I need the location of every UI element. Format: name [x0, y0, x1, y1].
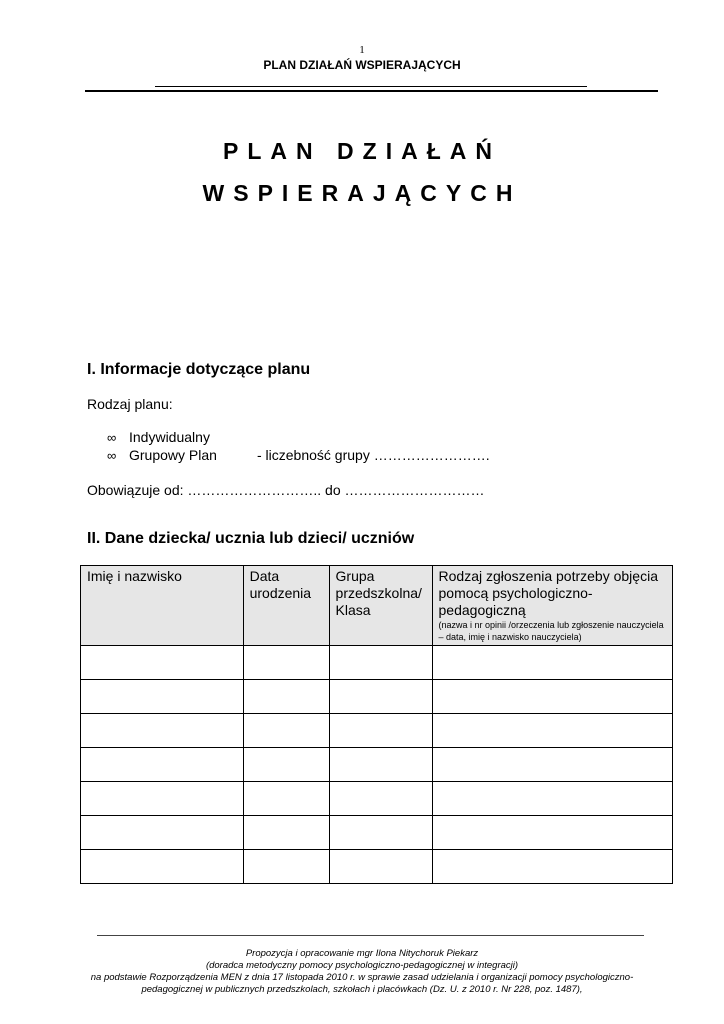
table-cell[interactable] — [432, 646, 672, 680]
table-cell[interactable] — [432, 748, 672, 782]
section2-heading: II. Dane dziecka/ ucznia lub dzieci/ uczniów — [87, 530, 415, 547]
table-cell[interactable] — [243, 714, 329, 748]
table-row — [81, 646, 673, 680]
footer-line2: (doradca metodyczny pomocy psychologiczno-pedagogicznej w integracji) — [205, 960, 519, 971]
option-individual — [107, 429, 210, 445]
table-cell[interactable] — [329, 850, 432, 884]
footer-line1: Propozycja i opracowanie mgr Ilona Nitychoruk Piekarz — [245, 948, 479, 959]
validity-line: Obowiązuje od: ……………………….. do ………………………… — [87, 482, 485, 498]
table-cell[interactable] — [81, 748, 244, 782]
table-cell[interactable] — [329, 714, 432, 748]
col-header-referral-note: (nazwa i nr opinii /orzeczenia lub zgłoszenie nauczyciela – data, imię i nazwisko nauczyciela) — [438, 620, 664, 642]
table-cell[interactable] — [243, 816, 329, 850]
col-header-referral-label: Rodzaj zgłoszenia potrzeby objęcia pomocą psychologiczno-pedagogiczną — [438, 568, 658, 618]
table-header-row — [81, 566, 673, 646]
table-cell[interactable] — [329, 748, 432, 782]
table-row — [81, 748, 673, 782]
table-cell[interactable] — [329, 680, 432, 714]
option-label: Indywidualny — [129, 429, 210, 445]
group-size-line: - liczebność grupy ……………………. — [257, 447, 490, 463]
document-title-line2: WSPIERAJĄCYCH — [202, 180, 522, 206]
table-row — [81, 816, 673, 850]
page-number: 1 — [359, 44, 365, 56]
running-header: PLAN DZIAŁAŃ WSPIERAJĄCYCH — [263, 58, 461, 72]
infinity-bullet-icon: ∞ — [107, 430, 117, 445]
table-cell[interactable] — [81, 646, 244, 680]
table-row — [81, 782, 673, 816]
table-cell[interactable] — [81, 816, 244, 850]
col-header-name: Imię i nazwisko — [81, 566, 244, 646]
option-group — [107, 447, 217, 463]
table-cell[interactable] — [432, 714, 672, 748]
table-cell[interactable] — [243, 782, 329, 816]
document-title-line1: PLAN DZIAŁAŃ — [223, 138, 501, 164]
table-cell[interactable] — [432, 680, 672, 714]
footer-line3: na podstawie Rozporządzenia MEN z dnia 17 listopada 2010 r. w sprawie zasad udzielania i organizacji pomocy psychologiczno- — [90, 972, 634, 983]
table-cell[interactable] — [432, 782, 672, 816]
plan-type-label: Rodzaj planu: — [87, 396, 173, 412]
table-cell[interactable] — [243, 646, 329, 680]
col-header-referral — [432, 566, 672, 646]
table-cell[interactable] — [81, 714, 244, 748]
table-row — [81, 850, 673, 884]
infinity-bullet-icon: ∞ — [107, 448, 117, 463]
header-rule-thin — [155, 86, 587, 87]
table-cell[interactable] — [329, 816, 432, 850]
table-cell[interactable] — [243, 680, 329, 714]
table-cell[interactable] — [329, 646, 432, 680]
table-row — [81, 714, 673, 748]
col-header-group: Grupa przedszkolna/ Klasa — [329, 566, 432, 646]
table-cell[interactable] — [329, 782, 432, 816]
table-cell[interactable] — [81, 680, 244, 714]
section1-heading: I. Informacje dotyczące planu — [87, 361, 311, 378]
footer-rule — [97, 935, 644, 936]
table-cell[interactable] — [432, 816, 672, 850]
children-data-table — [80, 565, 673, 884]
footer-line4: pedagogicznej w publicznych przedszkolach, szkołach i placówkach (Dz. U. z 2010 r. Nr 228, poz. 1487), — [141, 984, 583, 995]
option-label: Grupowy Plan — [129, 447, 217, 463]
table-cell[interactable] — [81, 782, 244, 816]
table-cell[interactable] — [81, 850, 244, 884]
header-rule-thick — [85, 90, 658, 92]
col-header-birthdate: Data urodzenia — [243, 566, 329, 646]
table-cell[interactable] — [432, 850, 672, 884]
table-cell[interactable] — [243, 748, 329, 782]
table-row — [81, 680, 673, 714]
table-cell[interactable] — [243, 850, 329, 884]
